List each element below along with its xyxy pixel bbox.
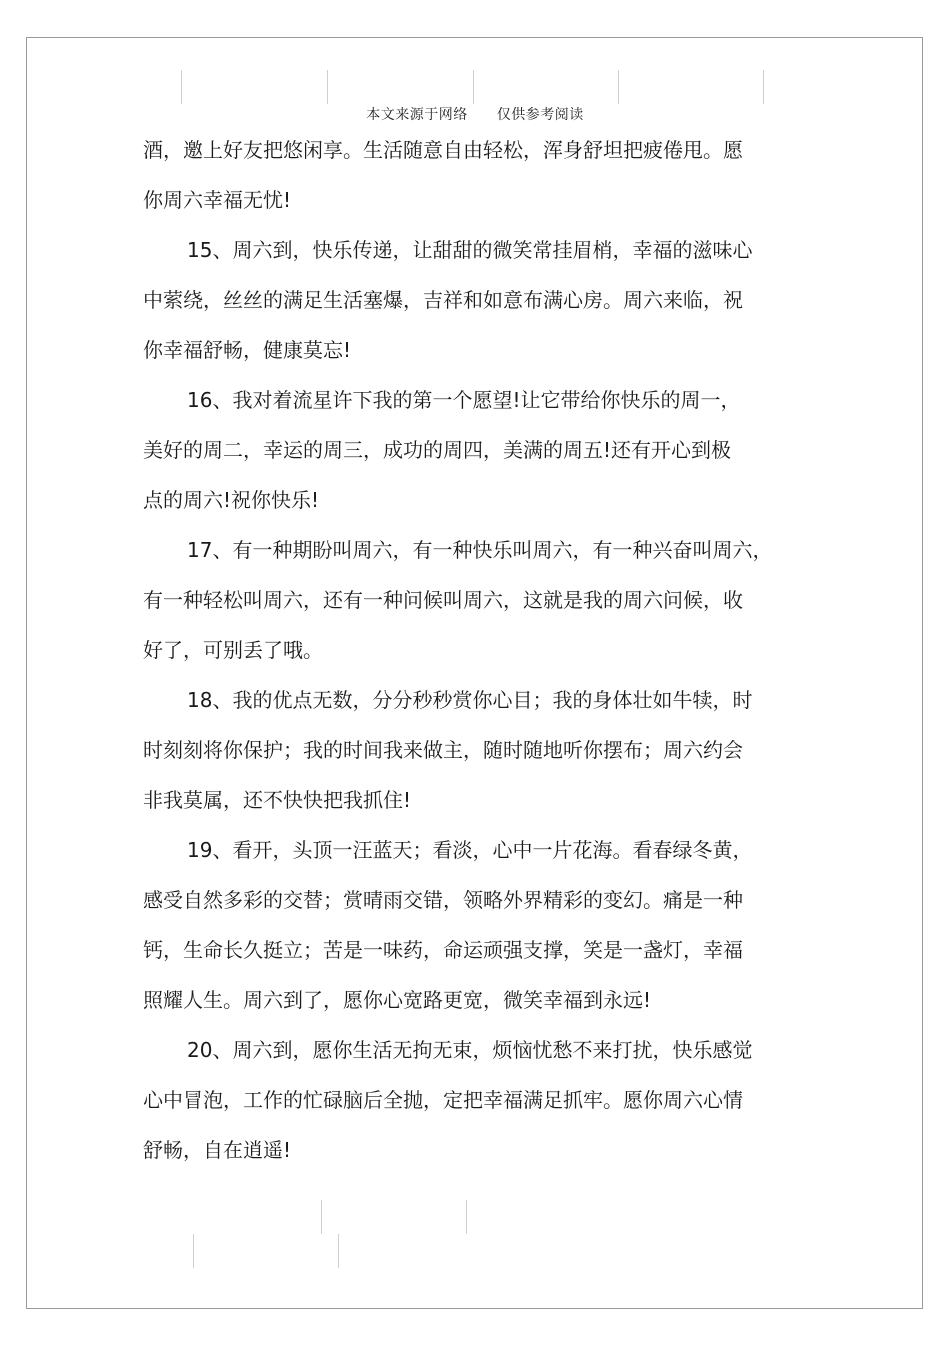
text-line: 中萦绕，丝丝的满足生活塞爆，吉祥和如意布满心房。周六来临，祝 bbox=[143, 288, 743, 312]
text-line: 18、我的优点无数，分分秒秒赏你心目；我的身体壮如牛犊，时 bbox=[187, 688, 753, 712]
text-line: 感受自然多彩的交替；赏晴雨交错，领略外界精彩的变幻。痛是一种 bbox=[143, 888, 743, 912]
header-source-note: 本文来源于网络 bbox=[366, 107, 468, 123]
page-header bbox=[0, 104, 950, 124]
header-divider bbox=[763, 70, 764, 104]
text-line: 舒畅，自在逍遥! bbox=[143, 1138, 292, 1162]
footer-divider bbox=[193, 1234, 194, 1268]
text-line: 好了，可别丢了哦。 bbox=[143, 638, 323, 662]
text-line: 照耀人生。周六到了，愿你心宽路更宽，微笑幸福到永远! bbox=[143, 988, 652, 1012]
text-line: 非我莫属，还不快快把我抓住! bbox=[143, 788, 412, 812]
text-line: 你周六幸福无忧! bbox=[143, 188, 292, 212]
header-divider bbox=[327, 70, 328, 104]
body-text bbox=[143, 125, 783, 1175]
footer-divider bbox=[321, 1200, 322, 1234]
header-divider bbox=[473, 70, 474, 104]
text-line: 17、有一种期盼叫周六，有一种快乐叫周六，有一种兴奋叫周六， bbox=[187, 538, 773, 562]
header-divider bbox=[181, 70, 182, 104]
header-divider bbox=[618, 70, 619, 104]
text-line: 20、周六到，愿你生活无拘无束，烦恼忧愁不来打扰，快乐感觉 bbox=[187, 1038, 753, 1062]
footer-divider bbox=[466, 1200, 467, 1234]
text-line: 时刻刻将你保护；我的时间我来做主，随时随地听你摆布；周六约会 bbox=[143, 738, 743, 762]
footer-divider bbox=[338, 1234, 339, 1268]
text-line: 美好的周二，幸运的周三，成功的周四，美满的周五!还有开心到极 bbox=[143, 438, 732, 462]
header-reference-note: 仅供参考阅读 bbox=[496, 107, 584, 123]
text-line: 点的周六!祝你快乐! bbox=[143, 488, 320, 512]
text-line: 19、看开，头顶一汪蓝天；看淡，心中一片花海。看春绿冬黄， bbox=[187, 838, 753, 862]
text-line: 你幸福舒畅，健康莫忘! bbox=[143, 338, 352, 362]
text-line: 心中冒泡，工作的忙碌脑后全抛，定把幸福满足抓牢。愿你周六心情 bbox=[143, 1088, 743, 1112]
text-line: 16、我对着流星许下我的第一个愿望!让它带给你快乐的周一， bbox=[187, 388, 741, 412]
text-line: 15、周六到，快乐传递，让甜甜的微笑常挂眉梢，幸福的滋味心 bbox=[187, 238, 753, 262]
text-line: 酒，邀上好友把悠闲享。生活随意自由轻松，浑身舒坦把疲倦甩。愿 bbox=[143, 138, 743, 162]
text-line: 钙，生命长久挺立；苦是一味药，命运顽强支撑，笑是一盏灯，幸福 bbox=[143, 938, 743, 962]
text-line: 有一种轻松叫周六，还有一种问候叫周六，这就是我的周六问候，收 bbox=[143, 588, 743, 612]
